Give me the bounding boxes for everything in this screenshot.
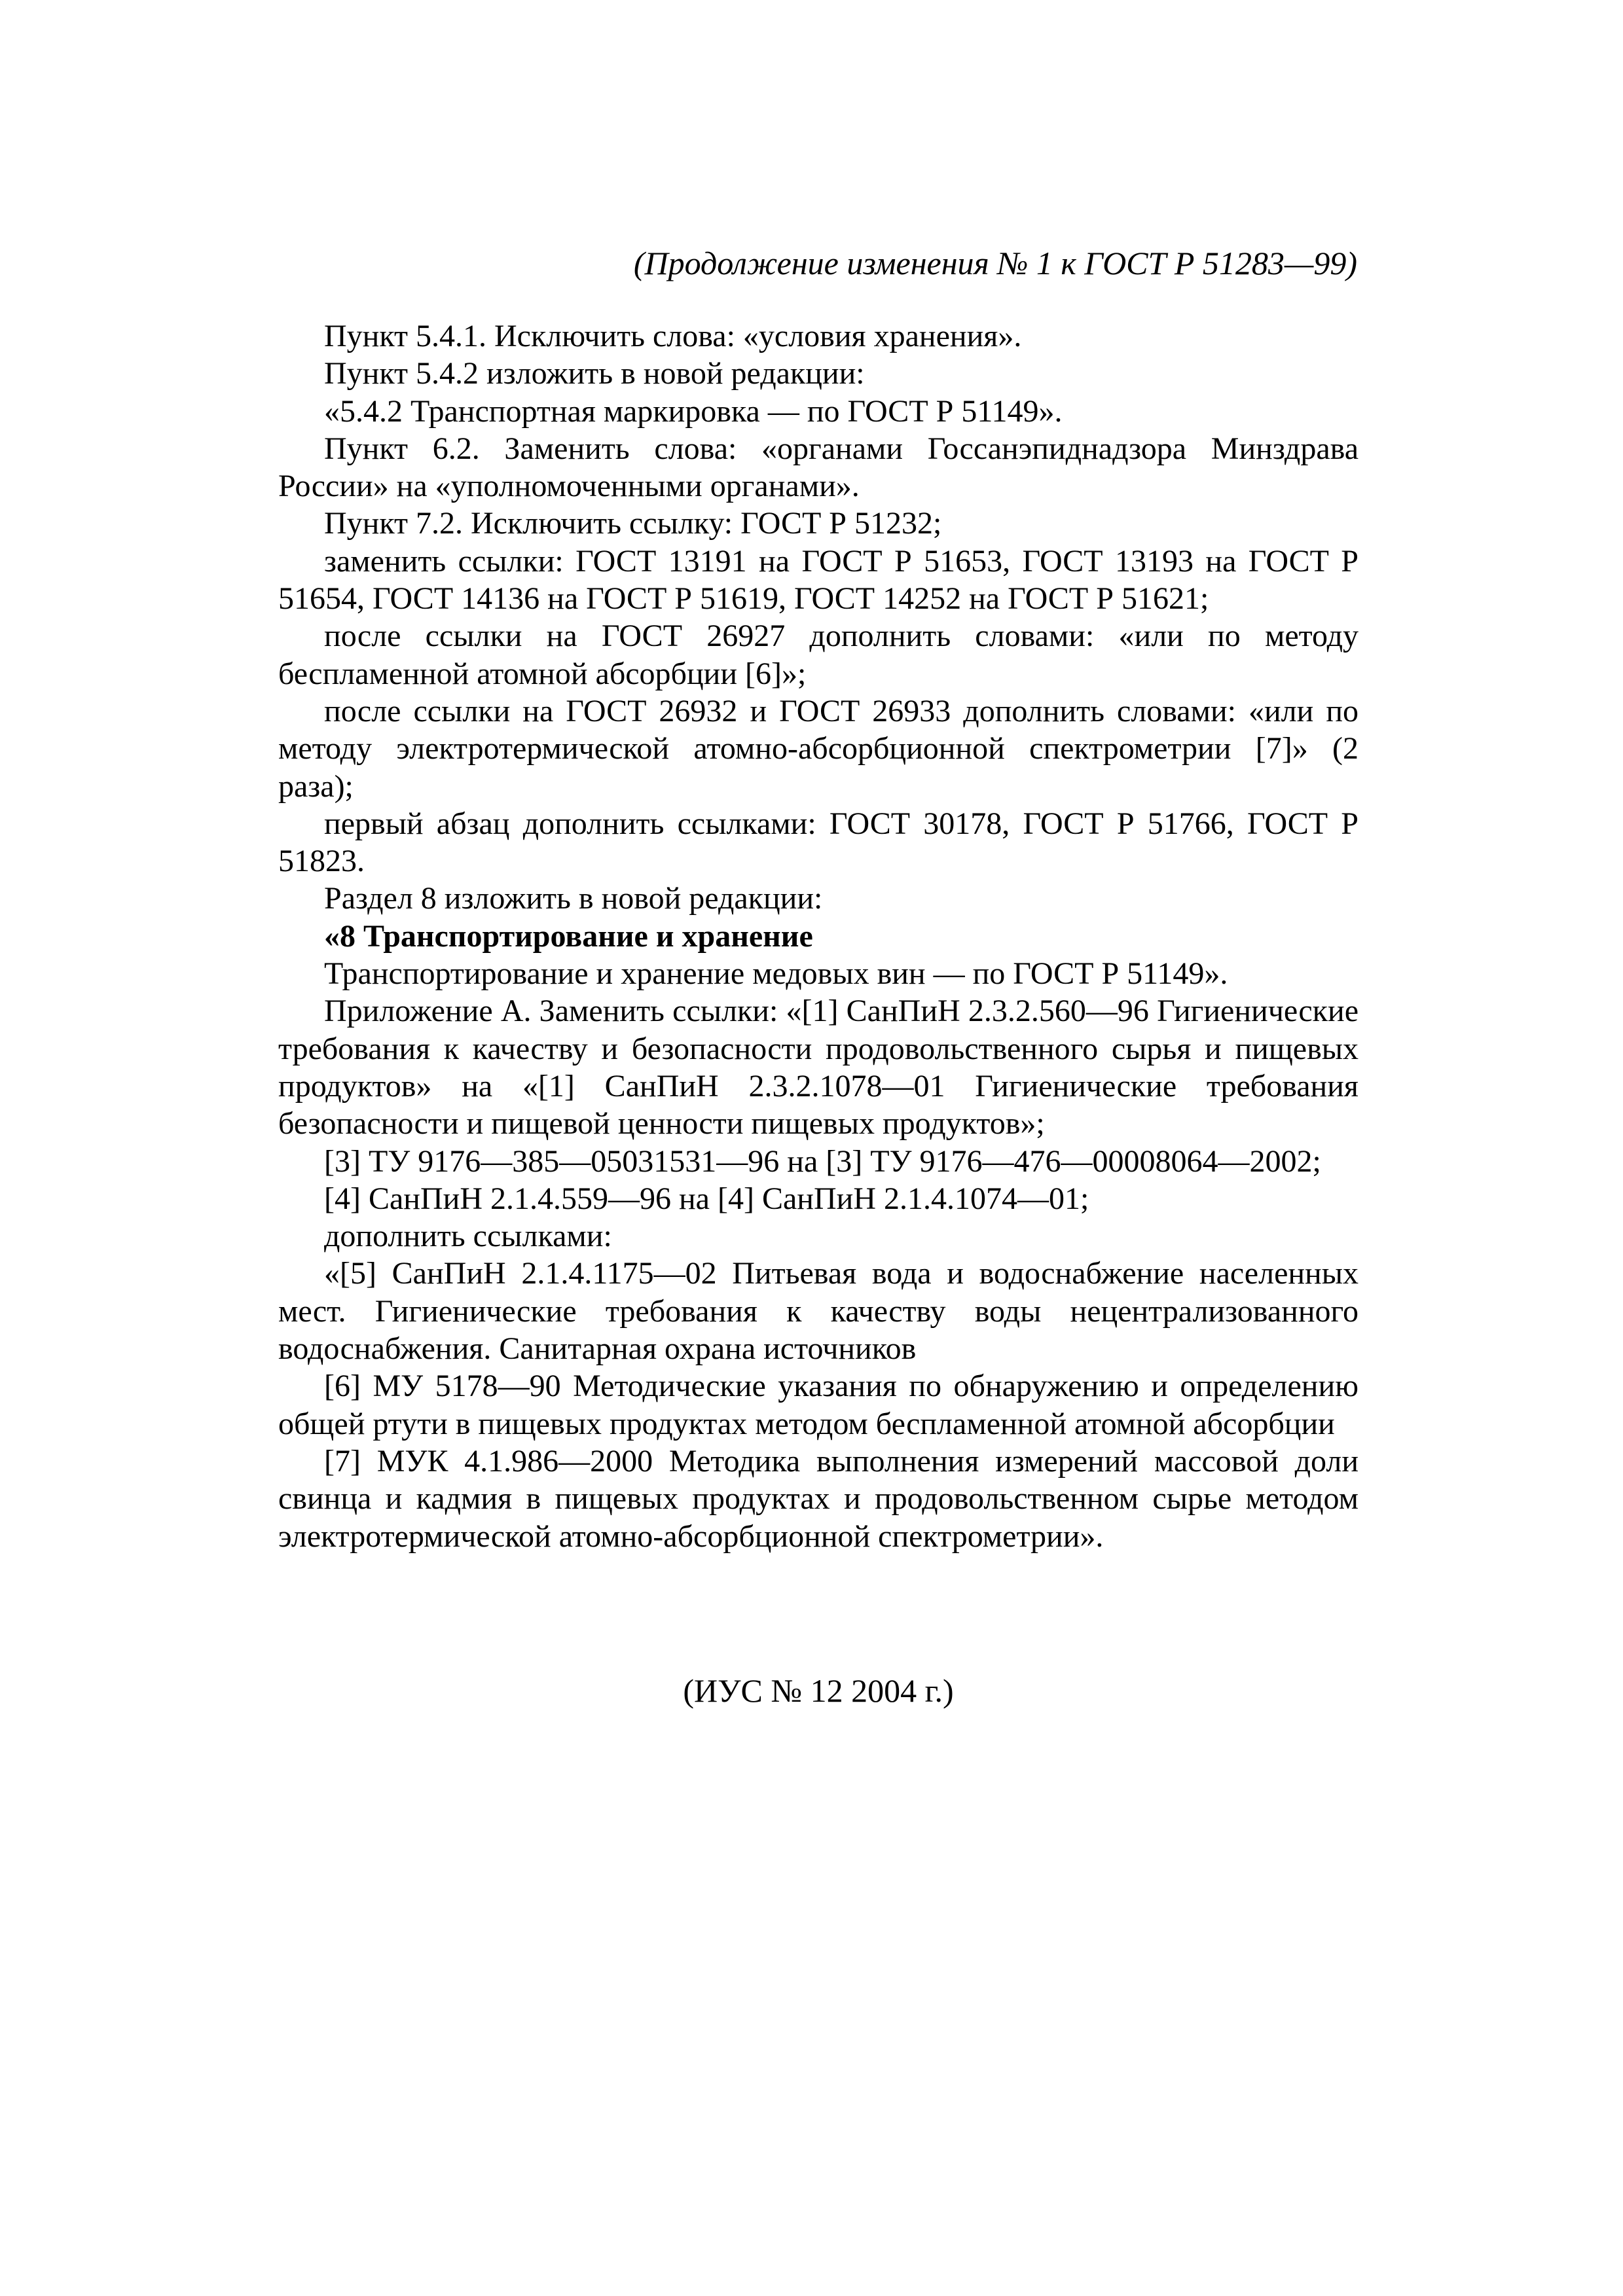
paragraph: Пункт 5.4.2 изложить в новой редакции: — [324, 356, 865, 391]
amendment-text — [278, 317, 1359, 1555]
paragraph: первый абзац дополнить ссылками: ГОСТ 30178, ГОСТ Р 51766, ГОСТ Р 51823. — [278, 806, 1359, 879]
paragraph: Приложение А. Заменить ссылки: «[1] СанПиН 2.3.2.560—96 Гигиенические требования к качеству и безопасности продовольственного сырья и пищевых продуктов» на «[1] СанПиН 2.3.2.1078—01 Гигиенические требования безопасности и пищевой ценности пищевых продуктов»; — [278, 994, 1359, 1141]
paragraph: Пункт 6.2. Заменить слова: «органами Госсанэпиднадзора Минздрава России» на «уполномоченными органами». — [278, 431, 1359, 504]
paragraph: дополнить ссылками: — [324, 1219, 612, 1254]
paragraph: «5.4.2 Транспортная маркировка — по ГОСТ Р 51149». — [324, 393, 1063, 429]
paragraph: после ссылки на ГОСТ 26927 дополнить словами: «или по методу беспламенной атомной абсорбции [6]»; — [278, 619, 1359, 691]
paragraph: [4] СанПиН 2.1.4.559—96 на [4] СанПиН 2.1.4.1074—01; — [324, 1181, 1089, 1216]
paragraph: Пункт 7.2. Исключить ссылку: ГОСТ Р 51232; — [324, 506, 942, 541]
source-note: (ИУС № 12 2004 г.) — [683, 1672, 954, 1709]
paragraph: Раздел 8 изложить в новой редакции: — [324, 881, 823, 916]
section-heading: «8 Транспортирование и хранение — [324, 918, 813, 954]
paragraph: после ссылки на ГОСТ 26932 и ГОСТ 26933 дополнить словами: «или по методу электротермической атомно-абсорбционной спектрометрии [7]» (2 раза); — [278, 693, 1359, 804]
paragraph: [3] ТУ 9176—385—05031531—96 на [3] ТУ 9176—476—00008064—2002; — [324, 1143, 1321, 1179]
paragraph: Транспортирование и хранение медовых вин — по ГОСТ Р 51149». — [324, 956, 1228, 992]
paragraph: [6] МУ 5178—90 Методические указания по обнаружению и определению общей ртути в пищевых продуктах методом беспламенной атомной абсорбции — [278, 1369, 1359, 1441]
running-head: (Продолжение изменения № 1 к ГОСТ Р 51283—99) — [633, 245, 1357, 281]
paragraph: «[5] СанПиН 2.1.4.1175—02 Питьевая вода и водоснабжение населенных мест. Гигиенические требования к качеству воды нецентрализованного водоснабжения. Санитарная охрана источников — [278, 1256, 1359, 1367]
paragraph: заменить ссылки: ГОСТ 13191 на ГОСТ Р 51653, ГОСТ 13193 на ГОСТ Р 51654, ГОСТ 14136 на ГОСТ Р 51619, ГОСТ 14252 на ГОСТ Р 51621; — [278, 543, 1359, 617]
paragraph: Пункт 5.4.1. Исключить слова: «условия хранения». — [324, 319, 1022, 353]
paragraph: [7] МУК 4.1.986—2000 Методика выполнения измерений массовой доли свинца и кадмия в пищевых продуктах и продовольственном сырье методом электротермической атомно-абсорбционной спектрометрии». — [278, 1443, 1359, 1554]
